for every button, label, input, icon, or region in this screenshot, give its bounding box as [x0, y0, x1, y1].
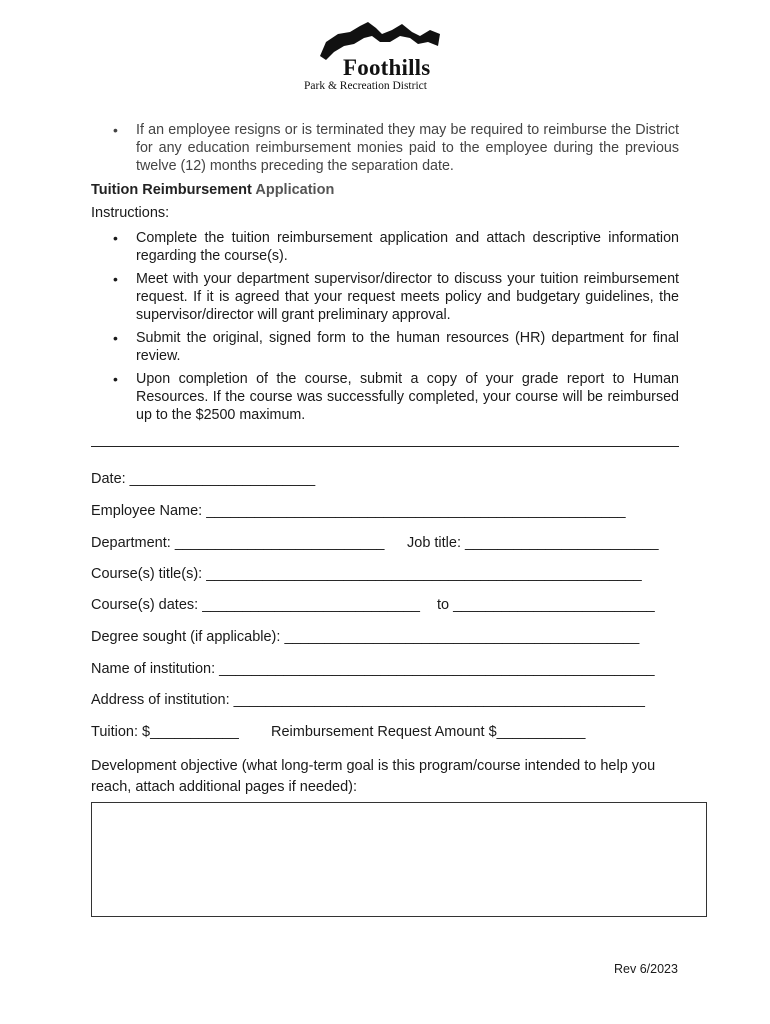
logo-subtitle: Park & Recreation District [304, 80, 427, 92]
heading-part2: Application [255, 182, 335, 198]
course-dates-to-field[interactable]: to _________________________ [437, 597, 655, 613]
reimbursement-amount-field[interactable]: Reimbursement Request Amount $___________ [271, 724, 586, 740]
section-heading [91, 182, 334, 198]
tuition-field[interactable]: Tuition: $___________ [91, 724, 239, 740]
department-field[interactable]: Department: __________________________ [91, 535, 385, 551]
institution-address-field[interactable]: Address of institution: ___________________________________________________ [91, 692, 645, 708]
development-objective-box[interactable] [91, 802, 707, 917]
date-field[interactable]: Date: _______________________ [91, 471, 316, 487]
list-item: • Complete the tuition reimbursement application and attach descriptive information regarding the course(s). [91, 229, 679, 265]
revision-label: Rev 6/2023 [614, 962, 678, 976]
list-item: • Submit the original, signed form to the human resources (HR) department for final review. [91, 329, 679, 365]
list-item: • Upon completion of the course, submit a copy of your grade report to Human Resources. If the course was successfully completed, your course will be reimbursed up to the $2500 maximum. [91, 370, 679, 424]
course-dates-field[interactable]: Course(s) dates: ___________________________ [91, 597, 420, 613]
separation-note [91, 121, 679, 175]
development-objective-label: Development objective (what long-term goal is this program/course intended to help you reach, attach additional pages if needed): [91, 758, 656, 795]
institution-name-field[interactable]: Name of institution: ______________________________________________________ [91, 661, 655, 677]
employee-name-field[interactable]: Employee Name: ____________________________________________________ [91, 503, 626, 519]
job-title-field[interactable]: Job title: ________________________ [407, 535, 659, 551]
course-titles-field[interactable]: Course(s) title(s): ______________________________________________________ [91, 566, 642, 582]
instructions-label: Instructions: [91, 205, 170, 221]
instructions-list [91, 229, 679, 429]
section-divider [91, 446, 679, 447]
logo-name: Foothills [343, 55, 431, 80]
degree-sought-field[interactable]: Degree sought (if applicable): ____________________________________________ [91, 629, 640, 645]
list-item: • Meet with your department supervisor/director to discuss your tuition reimbursement request. If it is agreed that your request meets policy and budgetary guidelines, the supervisor/director will grant preliminary approval. [91, 270, 679, 324]
heading-part1: Tuition Reimbursement [91, 182, 252, 198]
foothills-logo [300, 20, 470, 92]
list-item: • If an employee resigns or is terminated they may be required to reimburse the District for any education reimbursement monies paid to the employee during the previous twelve (12) months preceding the separation date. [91, 121, 679, 175]
